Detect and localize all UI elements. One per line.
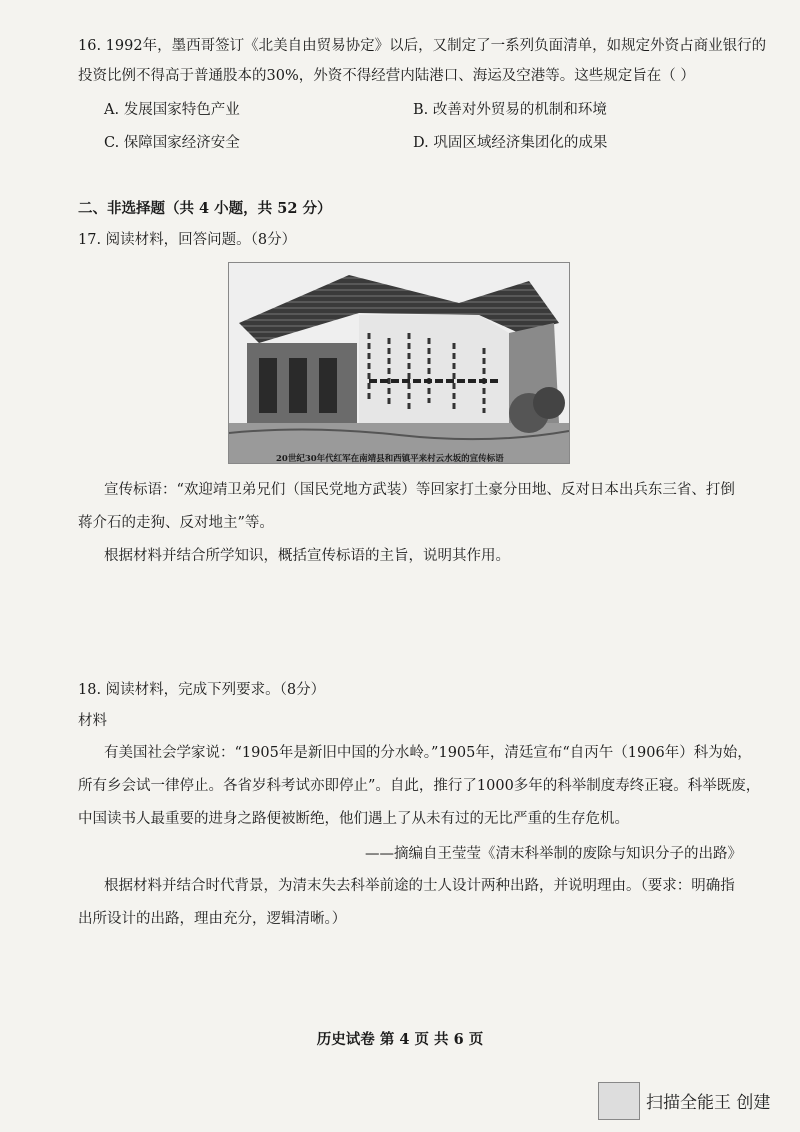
photo-caption: 20世纪30年代红军在南靖县和西镇平来村云水坂的宣传标语 <box>276 454 504 464</box>
q16-option-b: B. 改善对外贸易的机制和环境 <box>413 102 607 118</box>
q16-option-a: A. 发展国家特色产业 <box>104 102 240 118</box>
q17-slogan-line2: 蒋介石的走狗、反对地主”等。 <box>78 515 274 531</box>
scanner-watermark <box>598 1080 794 1120</box>
q16-stem-line2: 投资比例不得高于普通股本的30%，外资不得经营内陆港口、海运及空港等。这些规定旨在（ ） <box>78 68 695 84</box>
q18-material-line1: 有美国社会学家说：“1905年是新旧中国的分水岭。”1905年，清廷宣布“自丙午（1906年）科为始， <box>104 745 752 761</box>
q18-material-line2: 所有乡会试一律停止。各省岁科考试亦即停止”。自此，推行了1000多年的科举制度寿终正寝。科举既废， <box>78 778 761 794</box>
building-illustration <box>229 263 569 463</box>
q17-slogan-line1: 宣传标语：“欢迎靖卫弟兄们（国民党地方武装）等回家打土豪分田地、反对日本出兵东三省、打倒 <box>104 482 735 498</box>
q18-stem: 18. 阅读材料，完成下列要求。（8分） <box>78 682 326 698</box>
watermark-text: 扫描全能王 创建 <box>646 1093 771 1113</box>
q18-task-line1: 根据材料并结合时代背景，为清末失去科举前途的士人设计两种出路，并说明理由。（要求：明确指 <box>104 878 735 894</box>
section-heading: 二、非选择题（共 4 小题，共 52 分） <box>78 200 332 217</box>
q16-option-c: C. 保障国家经济安全 <box>104 135 240 151</box>
q18-task-line2: 出所设计的出路，理由充分，逻辑清晰。） <box>78 911 347 927</box>
historic-building-photo <box>228 262 570 464</box>
scanner-logo-icon <box>598 1082 640 1120</box>
q17-stem: 17. 阅读材料，回答问题。（8分） <box>78 232 297 248</box>
q16-option-d: D. 巩固区域经济集团化的成果 <box>413 135 608 151</box>
q18-material-line3: 中国读书人最重要的进身之路便被断绝，他们遇上了从未有过的无比严重的生存危机。 <box>78 811 629 827</box>
q18-material-label: 材料 <box>78 713 107 729</box>
page-footer: 历史试卷 第 4 页 共 6 页 <box>316 1031 484 1048</box>
q16-stem-line1: 16. 1992年，墨西哥签订《北美自由贸易协定》以后，又制定了一系列负面清单，如规定外资占商业银行的 <box>78 38 767 54</box>
q17-task: 根据材料并结合所学知识，概括宣传标语的主旨，说明其作用。 <box>104 548 510 564</box>
q18-source: ——摘编自王莹莹《清末科举制的废除与知识分子的出路》 <box>365 846 742 862</box>
